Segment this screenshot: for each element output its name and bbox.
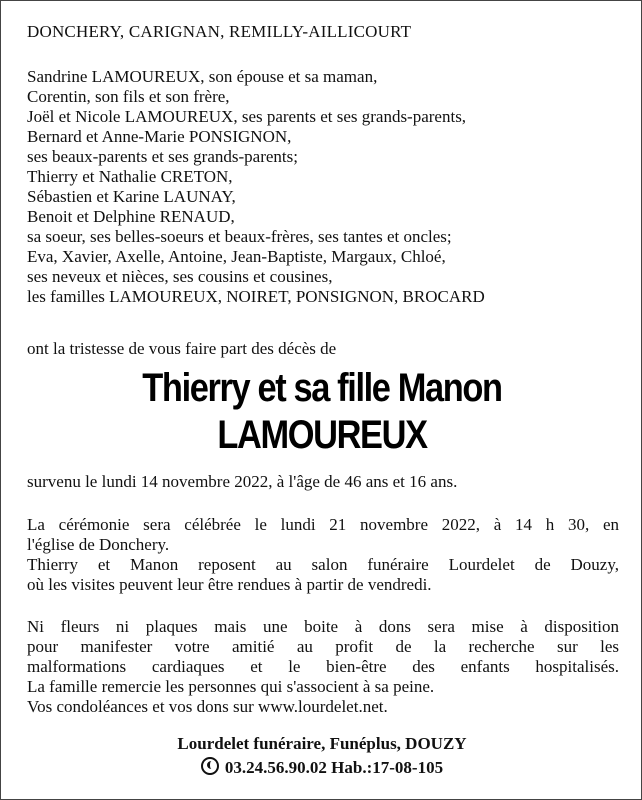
family-line: Thierry et Nathalie CRETON,	[27, 167, 233, 186]
family-line: sa soeur, ses belles-soeurs et beaux-frères, ses tantes et oncles;	[27, 227, 452, 246]
family-line: Bernard et Anne-Marie PONSIGNON,	[27, 127, 292, 146]
ceremony-paragraph	[27, 515, 619, 595]
announcement-intro: ont la tristesse de vous faire part des décès de	[27, 339, 337, 358]
ceremony-line: où les visites peuvent leur être rendues à partir de vendredi.	[27, 575, 432, 594]
death-date-line: survenu le lundi 14 novembre 2022, à l'âge de 46 ans et 16 ans.	[27, 472, 458, 491]
deceased-surname: LAMOUREUX	[217, 413, 427, 457]
donation-line: malformations cardiaques et le bien-être des enfants hospitalisés.	[27, 657, 619, 676]
family-line: Sandrine LAMOUREUX, son épouse et sa maman,	[27, 67, 378, 86]
donation-line: Ni fleurs ni plaques mais une boite à dons sera mise à disposition	[27, 617, 619, 636]
family-list	[27, 67, 627, 307]
deceased-names: Thierry et sa fille Manon	[142, 366, 502, 410]
family-line: ses neveux et nièces, ses cousins et cousines,	[27, 267, 333, 286]
family-line: Benoit et Delphine RENAUD,	[27, 207, 235, 226]
ceremony-line: Thierry et Manon reposent au salon funéraire Lourdelet de Douzy,	[27, 555, 619, 574]
family-line: ses beaux-parents et ses grands-parents;	[27, 147, 298, 166]
family-line: Eva, Xavier, Axelle, Antoine, Jean-Baptiste, Margaux, Chloé,	[27, 247, 446, 266]
funeral-home-contact	[1, 757, 642, 778]
ceremony-line: La cérémonie sera célébrée le lundi 21 novembre 2022, à 14 h 30, en	[27, 515, 619, 534]
donation-line: La famille remercie les personnes qui s'associent à sa peine.	[27, 677, 435, 696]
family-line: Joël et Nicole LAMOUREUX, ses parents et ses grands-parents,	[27, 107, 467, 126]
phone-icon	[201, 757, 219, 775]
donation-line: Vos condoléances et vos dons sur www.lourdelet.net.	[27, 697, 388, 716]
donation-paragraph	[27, 617, 619, 717]
places-header: DONCHERY, CARIGNAN, REMILLY-AILLICOURT	[27, 22, 412, 41]
donation-line: pour manifester votre amitié au profit de la recherche sur les	[27, 637, 619, 656]
family-line: Sébastien et Karine LAUNAY,	[27, 187, 236, 206]
family-line: les familles LAMOUREUX, NOIRET, PONSIGNON, BROCARD	[27, 287, 485, 306]
contact-numbers: 03.24.56.90.02 Hab.:17-08-105	[224, 758, 444, 777]
ceremony-line: l'église de Donchery.	[27, 535, 170, 554]
funeral-home: Lourdelet funéraire, Funéplus, DOUZY	[177, 734, 467, 753]
family-line: Corentin, son fils et son frère,	[27, 87, 230, 106]
